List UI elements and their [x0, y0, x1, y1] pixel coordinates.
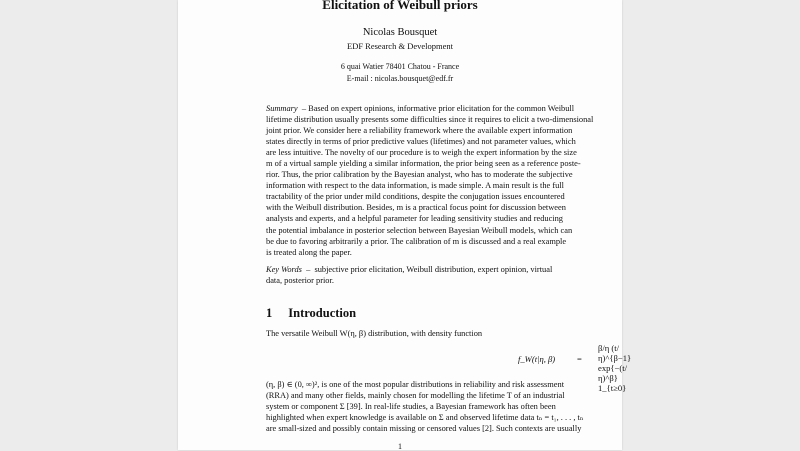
intro-line: highlighted when expert knowledge is available on Σ and observed lifetime data tₙ = t₁, . . . , tₙ [266, 413, 584, 423]
keywords-label: Key Words [266, 265, 302, 274]
keywords-line: Key Words – subjective prior elicitation, Weibull distribution, expert opinion, virtual [266, 265, 553, 274]
section-number: 1 [266, 306, 273, 320]
abstract-line: tractability of the prior under mild conditions, despite the conjugation issues encountered [266, 192, 565, 202]
intro-lead: The versatile Weibull W(η, β) distribution, with density function [266, 329, 483, 338]
author-name: Nicolas Bousquet [362, 27, 438, 38]
abstract-line: the potential imbalance in posterior selection between Bayesian Weibull models, which can [266, 225, 573, 235]
abstract-line: lifetime distribution usually presents some difficulties since it requires to elicit a two-dimensional [266, 115, 594, 125]
keywords-dash: – [306, 265, 311, 274]
equation-rhs: β/η (t/η)^{β−1} exp{−(t/η)^β} 1_{t≥0} [598, 343, 632, 393]
keywords [266, 264, 599, 286]
equation-equals: = [577, 354, 582, 364]
section-title: Introduction [288, 306, 357, 320]
author-affiliation: EDF Research & Development [347, 41, 453, 51]
section-heading [266, 306, 356, 321]
abstract-line: analysts and experts, and a helpful parameter for leading sensitivity studies and reducing [266, 214, 563, 224]
author-address: 6 quai Watier 78401 Chatou - France [340, 62, 460, 71]
equation-lhs: f_W(t|η, β) [518, 354, 556, 364]
intro-line: system or component Σ [39]. In real-life studies, a Bayesian framework has often been [266, 402, 556, 412]
intro-line: are small-sized and possibly contain missing or censored values [2]. Such contexts are usually [266, 424, 582, 434]
abstract-line: Summary – Based on expert opinions, informative prior elicitation for the common Weibull [266, 104, 575, 113]
page-number: 1 [398, 442, 402, 451]
abstract-line: is treated along the paper. [266, 247, 352, 257]
paper-title: Elicitation of Weibull priors [322, 0, 478, 12]
abstract-line: be due to favoring arbitrarily a prior. The calibration of m is discussed and a real example [266, 236, 567, 246]
abstract-line: states directly in terms of prior predictive values (lifetimes) and not parameter values, which [266, 137, 576, 147]
abstract-label: Summary [266, 104, 298, 113]
intro-line: (RRA) and many other fields, mainly chosen for modelling the lifetime T of an industrial [266, 391, 565, 401]
abstract-line: rior. Thus, the prior calibration by the Bayesian analyst, who has to moderate the subjective [266, 170, 573, 180]
abstract-line: with the Weibull distribution. Besides, m is a practical focus point for discussion between [266, 203, 566, 213]
intro-line: (η, β) ∈ (0, ∞)², is one of the most popular distributions in reliability and risk assessment [266, 380, 565, 389]
abstract-line: information with respect to the data information, is made simple. A main result is the full [266, 181, 564, 191]
keywords-line: data, posterior prior. [266, 276, 334, 286]
abstract-line: are less intuitive. The novelty of our procedure is to weigh the expert information by the size [266, 148, 577, 158]
paper-page [178, 0, 632, 451]
abstract-line: m of a virtual sample yielding a similar information, the prior being seen as a reference poste- [266, 159, 581, 169]
intro-paragraph [266, 379, 599, 434]
abstract-dash: – [301, 104, 307, 113]
abstract [266, 103, 599, 258]
abstract-line: joint prior. We consider here a reliability framework where the available expert information [266, 126, 573, 136]
author-email: E-mail : nicolas.bousquet@edf.fr [346, 74, 454, 83]
